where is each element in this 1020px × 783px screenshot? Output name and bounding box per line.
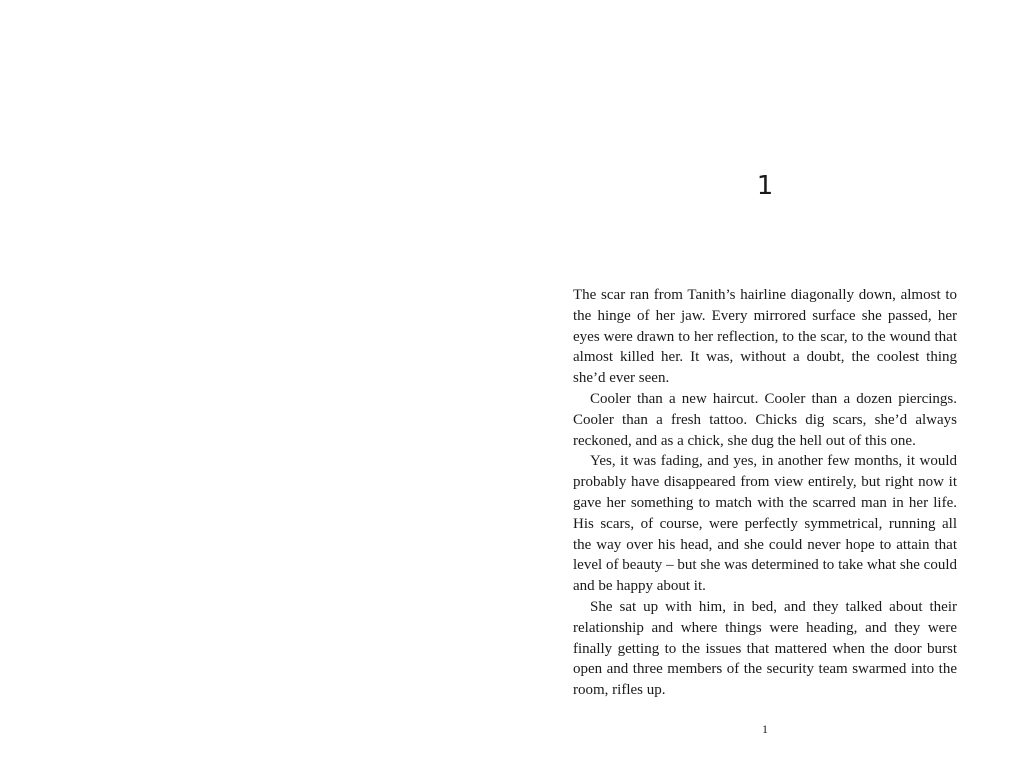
paragraph-3: Yes, it was fading, and yes, in another few months, it would probably have disappeared from view entirely, but right now it gave her something to match with the scarred man in her life. His scars, of course, were perfectly symmetrical, running all the way over his head, and she could never hope to attain that level of beauty – but she was determined to take what she could and be happy about it. bbox=[573, 453, 957, 595]
chapter-body-text bbox=[573, 285, 957, 701]
chapter-number: 1 bbox=[756, 171, 774, 201]
paragraph-2: Cooler than a new haircut. Cooler than a dozen piercings. Cooler than a fresh tattoo. Chicks dig scars, she’d always reckoned, and as a chick, she dug the hell out of this one. bbox=[573, 390, 957, 449]
right-page bbox=[510, 0, 1020, 783]
paragraph-1: The scar ran from Tanith’s hairline diagonally down, almost to the hinge of her jaw. Every mirrored surface she passed, her eyes were drawn to her reflection, to the scar, to the wound that almost killed her. It was, without a doubt, the coolest thing she’d ever seen. bbox=[573, 287, 957, 387]
paragraph-4: She sat up with him, in bed, and they talked about their relationship and where things were heading, and they were finally getting to the issues that mattered when the door burst open and three members of the security team swarmed into the room, rifles up. bbox=[573, 598, 957, 699]
page-number: 1 bbox=[762, 722, 768, 736]
